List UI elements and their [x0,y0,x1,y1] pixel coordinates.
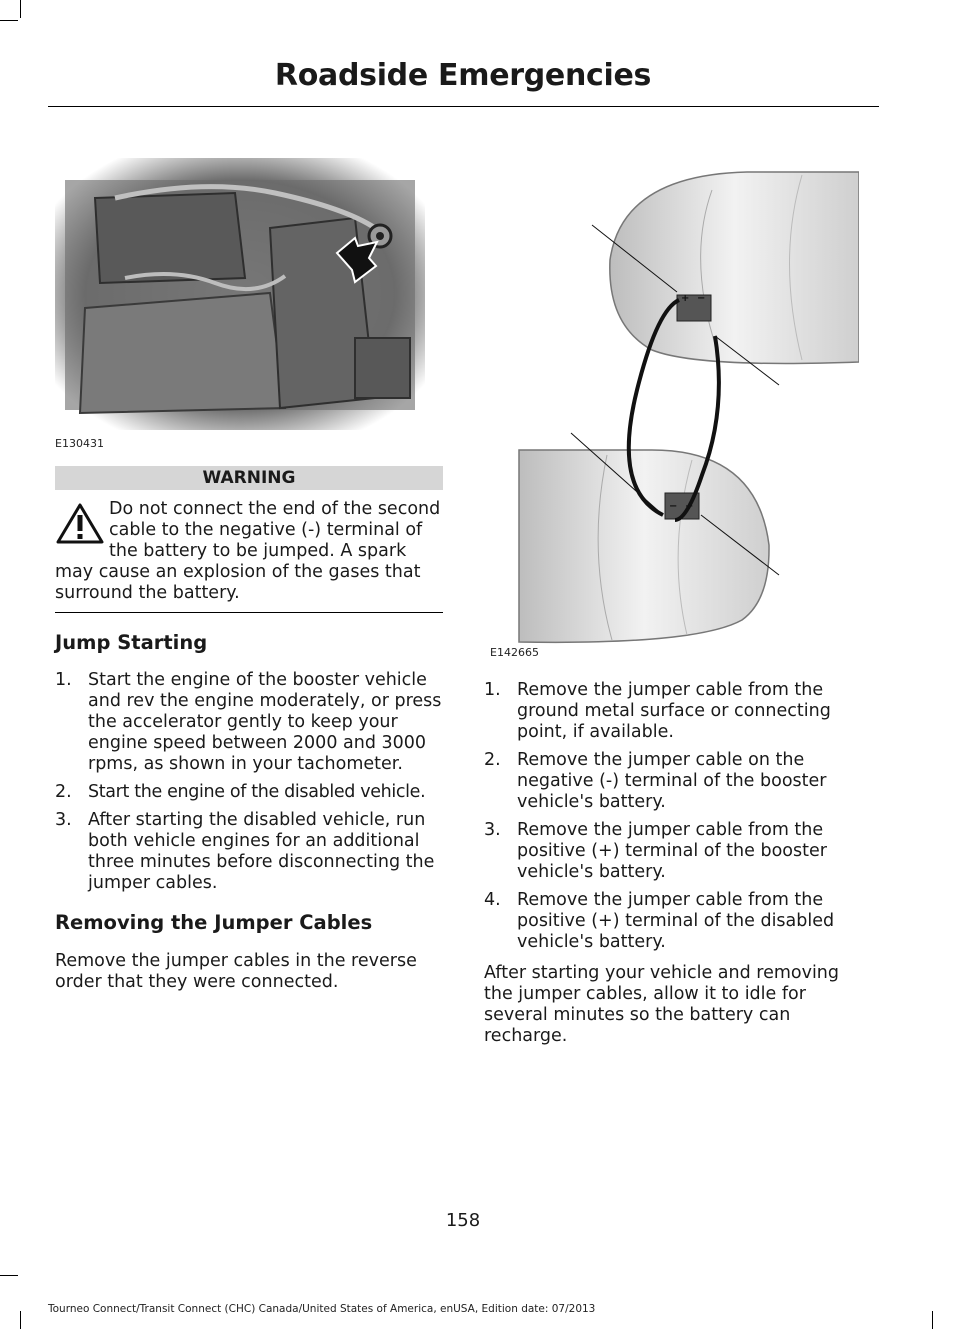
jump-start-illustration [487,150,859,665]
minus-symbol: − [669,501,678,512]
jump-starting-steps [55,670,445,901]
list-item: 2. Remove the jumper cable on the negative (-) terminal of the booster vehicle's battery. [484,750,827,812]
crop-mark [20,0,21,18]
crop-mark [20,1311,21,1329]
jump-starting-heading: Jump Starting [55,631,208,654]
figure-code: E130431 [55,437,104,450]
crop-mark [932,1311,933,1329]
list-item: 4. Remove the jumper cable from the positive (+) terminal of the disabled vehicle's battery. [484,890,835,952]
page-number: 158 [445,1210,481,1231]
warning-heading: WARNING [55,466,443,490]
removing-closing: After starting your vehicle and removing the jumper cables, allow it to idle for several minutes so the battery can recharge. [484,963,840,1046]
jump-start-diagram [487,150,859,665]
plus-symbol: + [685,501,694,512]
removing-steps [484,680,859,960]
crop-mark [0,1275,18,1276]
title-divider [48,106,879,107]
figure-code: E142665 [490,646,539,659]
removing-intro: Remove the jumper cables in the reverse order that they were connected. [55,951,417,992]
engine-bay-illustration [55,158,425,430]
list-item: 2. Start the engine of the disabled vehicle. [55,782,426,802]
engine-bay-figure [55,158,425,450]
plus-symbol: + [681,293,690,304]
warning-body [55,499,445,604]
list-item: 1. Start the engine of the booster vehicle and rev the engine moderately, or press the accelerator gently to keep your engine speed between 2000 and 3000 rpms, as shown in your tachometer. [55,670,442,774]
warning-divider [55,612,443,613]
crop-mark [0,20,18,21]
list-item: 1. Remove the jumper cable from the ground metal surface or connecting point, if available. [484,680,831,742]
page-title: Roadside Emergencies [274,58,652,93]
list-item: 3. Remove the jumper cable from the positive (+) terminal of the booster vehicle's battery. [484,820,827,882]
list-item: 3. After starting the disabled vehicle, run both vehicle engines for an additional three minutes before disconnecting the jumper cables. [55,810,435,893]
warning-triangle-icon [55,502,107,548]
minus-symbol: − [697,293,706,304]
removing-heading: Removing the Jumper Cables [55,911,373,934]
warning-text: Do not connect the end of the second cable to the negative (-) terminal of the battery to be jumped. A spark may cause an explosion of the gases that surround the battery. [55,499,441,603]
footer-text: Tourneo Connect/Transit Connect (CHC) Canada/United States of America, enUSA, Edition date: 07/2013 [48,1303,596,1315]
